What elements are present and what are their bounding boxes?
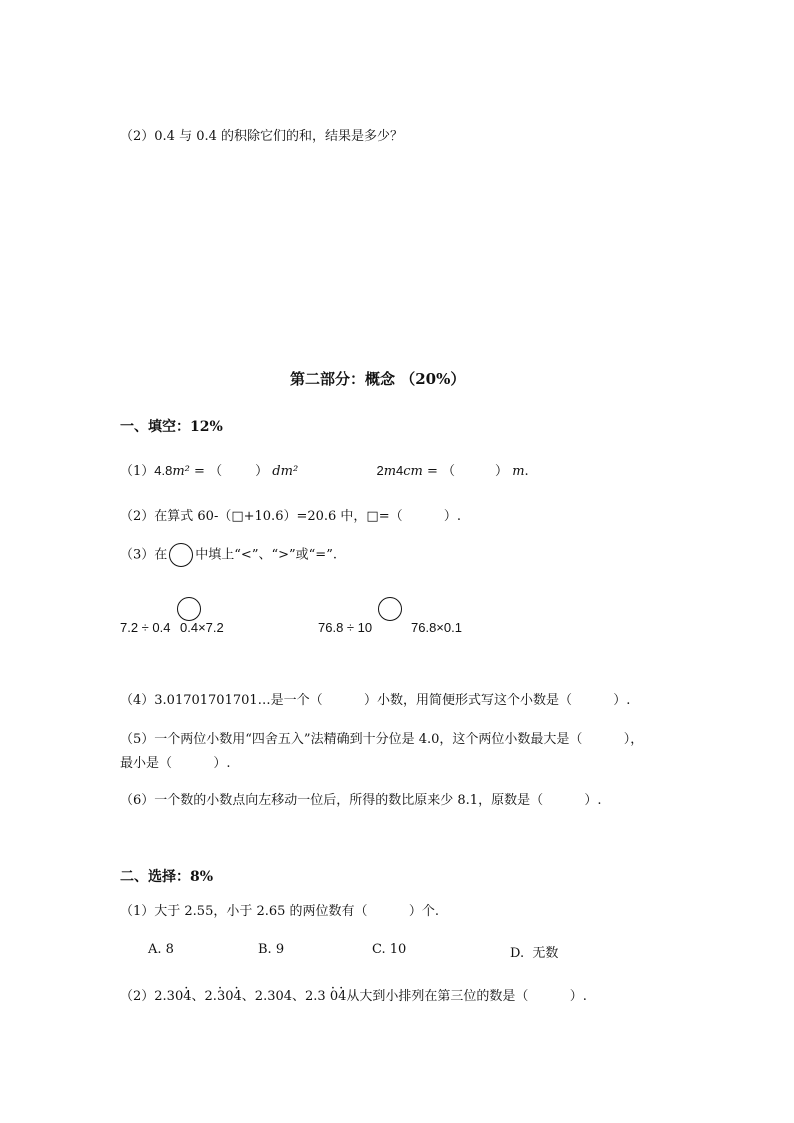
question-2-prev: （2）0.4 与 0.4 的积除它们的和，结果是多少？: [120, 129, 404, 144]
option-a[interactable]: A. 8: [148, 942, 174, 957]
compare-circle-2[interactable]: [378, 597, 402, 621]
choice-2: （2）2.30· 4、2.· 30· 4、2.304、2.3 · 0· 4从大到小排列在第三位的数是（ ）.: [120, 988, 587, 1006]
fill-5-line-2: 最小是（ ）.: [120, 756, 231, 771]
fill-1: （1）4.8m² = （ ） dm² 2m4cm = （ ） m.: [120, 463, 529, 479]
compare-1-left: 7.2 ÷ 0.4: [120, 620, 171, 635]
compare-1-right: 0.4×7.2: [180, 620, 224, 635]
section-choice-title: 二、选择：8%: [120, 869, 214, 885]
compare-2-left: 76.8 ÷ 10: [318, 620, 373, 635]
fill-6: （6）一个数的小数点向左移动一位后，所得的数比原来少 8.1，原数是（ ）.: [120, 793, 602, 808]
option-d[interactable]: D. 无数: [510, 946, 559, 961]
part2-title: 第二部分：概念 （20%）: [290, 370, 466, 388]
choice-1: （1）大于 2.55，小于 2.65 的两位数有（ ）个.: [120, 904, 440, 919]
option-b[interactable]: B. 9: [258, 942, 285, 957]
option-c[interactable]: C. 10: [372, 942, 407, 957]
compare-2-right: 76.8×0.1: [411, 620, 462, 635]
fill-2: （2）在算式 60-（□+10.6）=20.6 中，□=（ ）.: [120, 509, 462, 524]
fill-3: （3）在 中填上“<”、“>”或“=”.: [120, 543, 337, 567]
fill-4: （4）3.01701701701…是一个（ ）小数，用简便形式写这个小数是（ ）.: [120, 693, 631, 708]
fill-5-line-1: （5）一个两位小数用“四舍五入”法精确到十分位是 4.0，这个两位小数最大是（ ），: [120, 732, 644, 747]
compare-circle-1[interactable]: [177, 597, 201, 621]
compare-circle-icon: [169, 543, 193, 567]
section-fill-title: 一、填空：12%: [120, 419, 223, 435]
